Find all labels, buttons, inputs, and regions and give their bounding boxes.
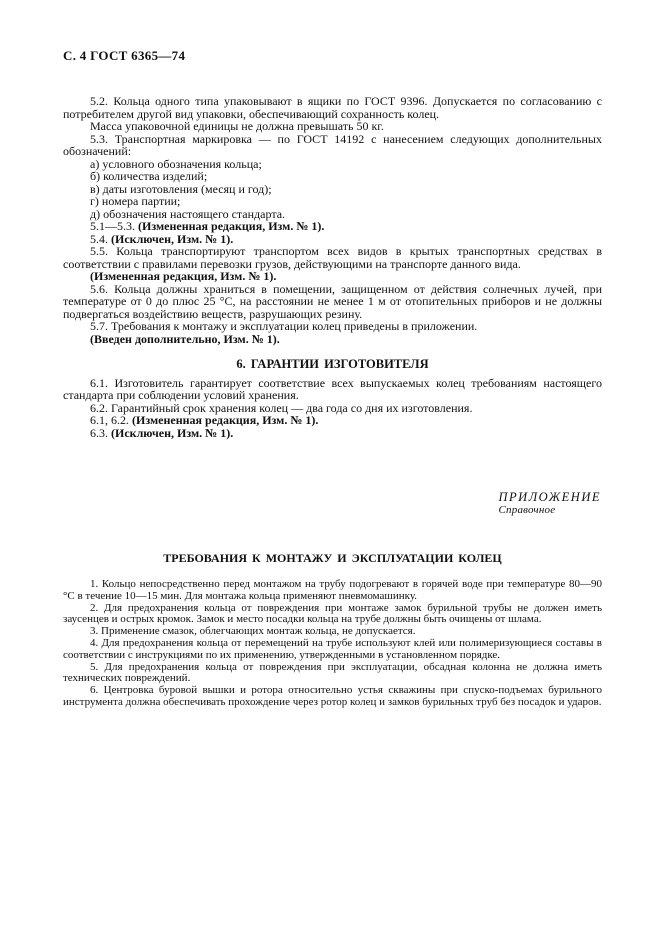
para-5-7: 5.7. Требования к монтажу и эксплуатации колец приведены в приложении. xyxy=(90,319,478,333)
main-text-block xyxy=(63,95,602,439)
appendix-sublabel: Справочное xyxy=(498,504,556,516)
appendix-para-6: 6. Центровка буровой вышки и ротора относительно устья скважины при спуско-подъемах бурильного инструмента должна обеспечивать прохождение через ротор колец и замков бурильных труб без посадок и ударов. xyxy=(63,684,602,708)
para-5-5: 5.5. Кольца транспортируют транспортом всех видов в крытых транспортных средствах в соответствии с правилами перевозки грузов, действующими на транспорте данного вида. xyxy=(63,244,602,271)
amendment-note: (Исключен, Изм. № 1). xyxy=(111,425,234,440)
amendment-prefix: 6.1, 6.2. xyxy=(90,413,132,427)
amendment-note: (Измененная редакция, Изм. № 1). xyxy=(132,413,319,427)
appendix-para-1: 1. Кольцо непосредственно перед монтажом на трубу подогревают в горячей воде при температуре 80—90 °С в течение 10—15 мин. Для монтажа кольца применяют пневмомашинку. xyxy=(63,578,602,602)
amendment-prefix: 5.1—5.3. xyxy=(90,219,138,233)
appendix-label-block xyxy=(499,491,601,517)
para-6-2: 6.2. Гарантийный срок хранения колец — два года со дня их изготовления. xyxy=(90,400,473,415)
list-item-a: а) условного обозначения кольца; xyxy=(90,156,262,171)
amendment-note: (Измененная редакция, Изм. № 1). xyxy=(138,219,325,233)
appendix-para-4: 4. Для предохранения кольца от перемещений на трубе используют клей или полимеризующиеся составы в соответствии с инструкциями по их применению, утвержденными в установленном порядке. xyxy=(63,636,602,661)
para-5-2-mass: Масса упаковочной единицы не должна превышать 50 кг. xyxy=(90,119,384,133)
list-item-d: д) обозначения настоящего стандарта. xyxy=(90,206,286,221)
appendix-para-3: 3. Применение смазок, облегчающих монтаж кольца, не допускается. xyxy=(90,625,416,638)
appendix-para-5: 5. Для предохранения кольца от повреждения при эксплуатации, обсадная колонна не должна иметь технических повреждений. xyxy=(63,660,602,685)
page-header: С. 4 ГОСТ 6365—74 xyxy=(63,48,186,63)
para-5-3: 5.3. Транспортная маркировка — по ГОСТ 14192 с нанесением следующих дополнительных обозначений: xyxy=(63,131,602,158)
section-6-heading: 6. ГАРАНТИИ ИЗГОТОВИТЕЛЯ xyxy=(236,357,429,371)
para-5-7-note: (Введен дополнительно, Изм. № 1). xyxy=(90,331,280,346)
para-5-6: 5.6. Кольца должны храниться в помещении, защищенном от действия солнечных лучей, при температуре от 0 до плюс 25 °С, на расстоянии не менее 1 м от отопительных приборов и не должны подвергаться воздействию веществ, разрушающих резину. xyxy=(63,281,602,321)
para-6-1: 6.1. Изготовитель гарантирует соответствие всех выпускаемых колец требованиям настоящего стандарта при соблюдении условий хранения. xyxy=(63,375,602,402)
appendix-label: ПРИЛОЖЕНИЕ xyxy=(498,490,601,504)
para-6-3-amendment xyxy=(63,427,602,440)
amendment-note: (Исключен, Изм. № 1). xyxy=(111,231,234,246)
amendment-prefix: 5.4. xyxy=(90,231,111,246)
appendix-text-block xyxy=(63,579,602,709)
appendix-para-2: 2. Для предохранения кольца от повреждения при монтаже замок бурильной трубы не должен иметь заусенцев и острых кромок. Замок и место посадки кольца на трубе должны быть очищены от шлама. xyxy=(63,601,602,626)
list-item-b: б) количества изделий; xyxy=(90,169,208,183)
amendment-prefix: 6.3. xyxy=(90,425,111,440)
list-item-g: г) номера партии; xyxy=(90,194,181,208)
para-5-5-note: (Измененная редакция, Изм. № 1). xyxy=(90,269,277,283)
appendix-heading: ТРЕБОВАНИЯ К МОНТАЖУ И ЭКСПЛУАТАЦИИ КОЛЕЦ xyxy=(163,551,502,565)
para-5-2: 5.2. Кольца одного типа упаковывают в ящики по ГОСТ 9396. Допускается по согласованию с потребителем другой вид упаковки, обеспечивающий сохранность колец. xyxy=(63,94,602,121)
list-item-v: в) даты изготовления (месяц и год); xyxy=(90,181,272,196)
